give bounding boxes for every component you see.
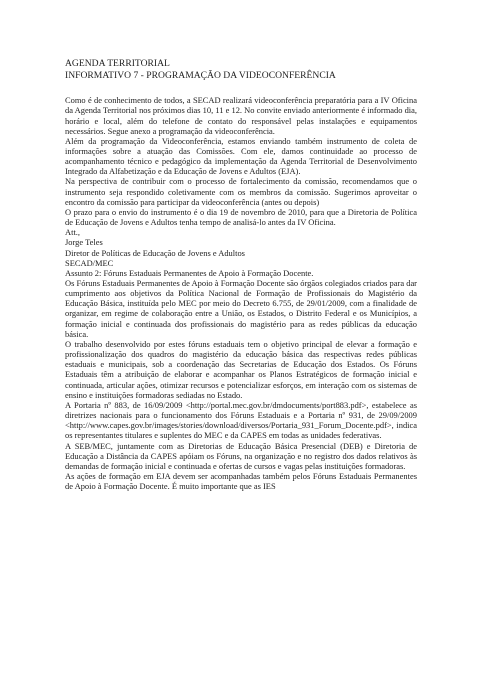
spacer <box>65 81 417 95</box>
document-title: AGENDA TERRITORIAL <box>65 58 170 69</box>
subject-heading: Assunto 2: Fóruns Estaduais Permanentes de Apoio à Formação Docente. <box>65 267 314 278</box>
paragraph-intro: Como é de conhecimento de todos, a SECAD realizará videoconferência preparatória para a IV Oficina da Agenda Territorial nos próximos dias 10, 11 e 12. No convite enviado anteriormente é informado dia, horário e local, além do telefone de contato do responsável pelas instalações e equipamentos necessários. Segue anexo a programação da videoconferência. <box>65 95 417 136</box>
document-page <box>65 58 417 491</box>
signature-title: Diretor de Políticas de Educação de Jovens e Adultos <box>65 247 245 258</box>
paragraph-instrument: Além da programação da Videoconferência, estamos enviando também instrumento de coleta de informações sobre a atuação das Comissões. Com ele, damos continuidade ao processo de acompanhamento técnico e pedagógico da implementação da Agenda Territorial de Desenvolvimento Integrado da Alfabetização e da Educação de Jovens e Adultos (EJA). <box>65 135 417 177</box>
closing: Att., <box>65 227 81 238</box>
document-subtitle: INFORMATIVO 7 - PROGRAMAÇÃO DA VIDEOCONFERÊNCIA <box>65 69 336 81</box>
paragraph-foruns: Os Fóruns Estaduais Permanentes de Apoio à Formação Docente são órgãos colegiados criados para dar cumprimento aos objetivos da Política Nacional de Formação de Profissionais do Magistério da Educação Básica, instituída pelo MEC por meio do Decreto 6.755, de 29/01/2009, com a finalidade de organizar, em regime de colaboração entre a União, os Estados, o Distrito Federal e os Municípios, a formação inicial e continuada dos profissionais do magistério para as redes públicas da educação básica. <box>65 278 417 339</box>
signature-name: Jorge Teles <box>65 237 103 248</box>
paragraph-acoes-eja: As ações de formação em EJA devem ser acompanhadas também pelos Fóruns Estaduais Permanentes de Apoio à Formação Docente. É muito importante que as IES <box>65 470 417 492</box>
paragraph-perspective: Na perspectiva de contribuir com o processo de fortalecimento da comissão, recomendamos que o instrumento seja respondido coletivamente com os membros da comissão. Sugerimos aproveitar o encontro da comissão para participar da videoconferência (antes ou depois) <box>65 176 417 207</box>
signature-org: SECAD/MEC <box>65 257 114 268</box>
paragraph-trabalho: O trabalho desenvolvido por estes fóruns estaduais tem o objetivo principal de elevar a formação e profissionalização dos quadros do magistério da educação básica das respectivas redes públicas estaduais e municipais, sob a coordenação das Secretarias de Educação dos Estados. Os Fóruns Estaduais têm a atribuição de elaborar e acompanhar os Planos Estratégicos de formação inicial e continuada, articular ações, otimizar recursos e potencializar esforços, em interação com os sistemas de ensino e instituições formadoras sediadas no Estado. <box>65 338 417 400</box>
paragraph-deadline: O prazo para o envio do instrumento é o dia 19 de novembro de 2010, para que a Diretoria de Política de Educação de Jovens e Adultos tenha tempo de analisá-lo antes da IV Oficina. <box>65 206 417 228</box>
paragraph-portaria: A Portaria nº 883, de 16/09/2009 <http://portal.mec.gov.br/dmdocuments/port883.pdf>, estabelece as diretrizes nacionais para o funcionamento dos Fóruns Estaduais e a Portaria nº 931, de 29/09/2009 <http://www.capes.gov.br/images/stories/download/diversos/Portaria_931_Forum_Docente.pdf>, indica os representantes titulares e suplentes do MEC e da CAPES em todas as unidades federativas. <box>65 399 417 441</box>
paragraph-seb-mec: A SEB/MEC, juntamente com as Diretorias de Educação Básica Presencial (DEB) e Diretoria de Educação a Distância da CAPES apóiam os Fóruns, na organização e no registro dos dados relativos às demandas de formação inicial e continuada e ofertas de cursos e vagas pelas instituições formadoras. <box>65 440 417 471</box>
